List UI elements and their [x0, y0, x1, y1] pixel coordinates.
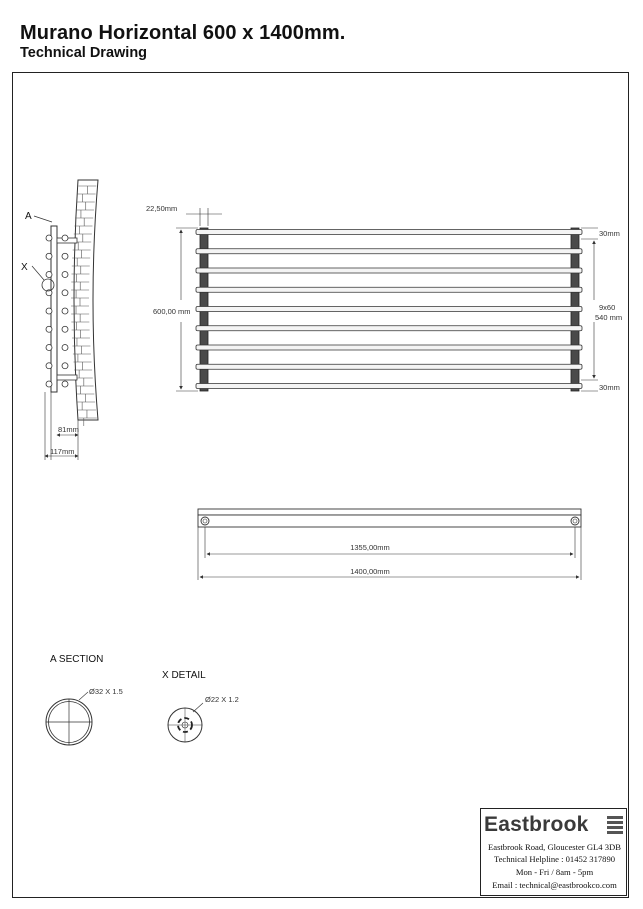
top-rail-inner — [198, 515, 581, 527]
front-rails — [196, 230, 582, 389]
side-rail-end — [46, 363, 52, 369]
side-rail-end — [46, 272, 52, 278]
front-rail — [196, 364, 582, 369]
front-rail — [196, 384, 582, 389]
front-rail — [196, 345, 582, 350]
dim-top-gap: 30mm — [599, 229, 620, 238]
dim-height: 600,00 mm — [153, 307, 191, 316]
dim-spacing-count: 9x60 — [599, 303, 616, 312]
front-view — [146, 204, 622, 392]
front-rail — [196, 230, 582, 235]
top-rail-outer — [198, 509, 581, 515]
top-view — [198, 509, 581, 580]
dim-width: 1400,00mm — [350, 567, 390, 576]
x-detail-dim: Ø22 X 1.2 — [205, 695, 239, 704]
brand-logo: Eastbrook — [484, 813, 589, 836]
dim-depth-inner: 81mm — [58, 425, 79, 434]
side-rail-end — [46, 381, 52, 387]
a-section-title: A SECTION — [50, 654, 104, 665]
side-rail-end — [62, 363, 68, 369]
right-pipe-end — [571, 517, 579, 525]
x-detail-title: X DETAIL — [162, 670, 206, 681]
page-subtitle: Technical Drawing — [20, 45, 148, 61]
page-title: Murano Horizontal 600 x 1400mm. — [20, 22, 346, 44]
front-rail — [196, 307, 582, 312]
contact-email[interactable]: Email : technical@eastbrookco.com — [492, 880, 617, 890]
dim-spacing-total: 540 mm — [595, 313, 623, 322]
side-rail-end — [46, 235, 52, 241]
company-info-box — [480, 808, 627, 896]
brand-logo-icon — [607, 816, 623, 836]
dim-bottom-gap: 30mm — [599, 383, 620, 392]
dim-depth-outer: 117mm — [50, 447, 75, 456]
side-rail-end — [62, 381, 68, 387]
dim-centres: 1355,00mm — [350, 543, 390, 552]
side-rail-end — [46, 308, 52, 314]
side-rail-end — [62, 253, 68, 259]
label-a: A — [25, 211, 32, 222]
label-x: X — [21, 262, 28, 273]
dim-top-offset: 22,50mm — [146, 204, 178, 213]
side-view — [21, 180, 98, 460]
front-rail — [196, 287, 582, 292]
side-rail-end — [62, 345, 68, 351]
front-rail — [196, 249, 582, 254]
side-rail-end — [62, 235, 68, 241]
side-rail-end — [62, 326, 68, 332]
side-rail-end — [62, 308, 68, 314]
a-section — [46, 654, 123, 745]
technical-helpline: Technical Helpline : 01452 317890 — [493, 854, 616, 864]
company-address: Eastbrook Road, Gloucester GL4 3DB — [488, 842, 621, 852]
side-rail-end — [62, 272, 68, 278]
wall-outline — [74, 180, 98, 420]
side-rail-end — [46, 326, 52, 332]
opening-hours: Mon - Fri / 8am - 5pm — [515, 867, 594, 877]
a-section-dim: Ø32 X 1.5 — [89, 687, 123, 696]
side-rail-end — [46, 253, 52, 259]
side-rail-end — [46, 345, 52, 351]
left-pipe-end — [201, 517, 209, 525]
x-detail — [162, 670, 239, 742]
front-rail — [196, 268, 582, 273]
bottom-bracket — [57, 375, 77, 380]
front-rail — [196, 326, 582, 331]
side-rail-end — [62, 290, 68, 296]
